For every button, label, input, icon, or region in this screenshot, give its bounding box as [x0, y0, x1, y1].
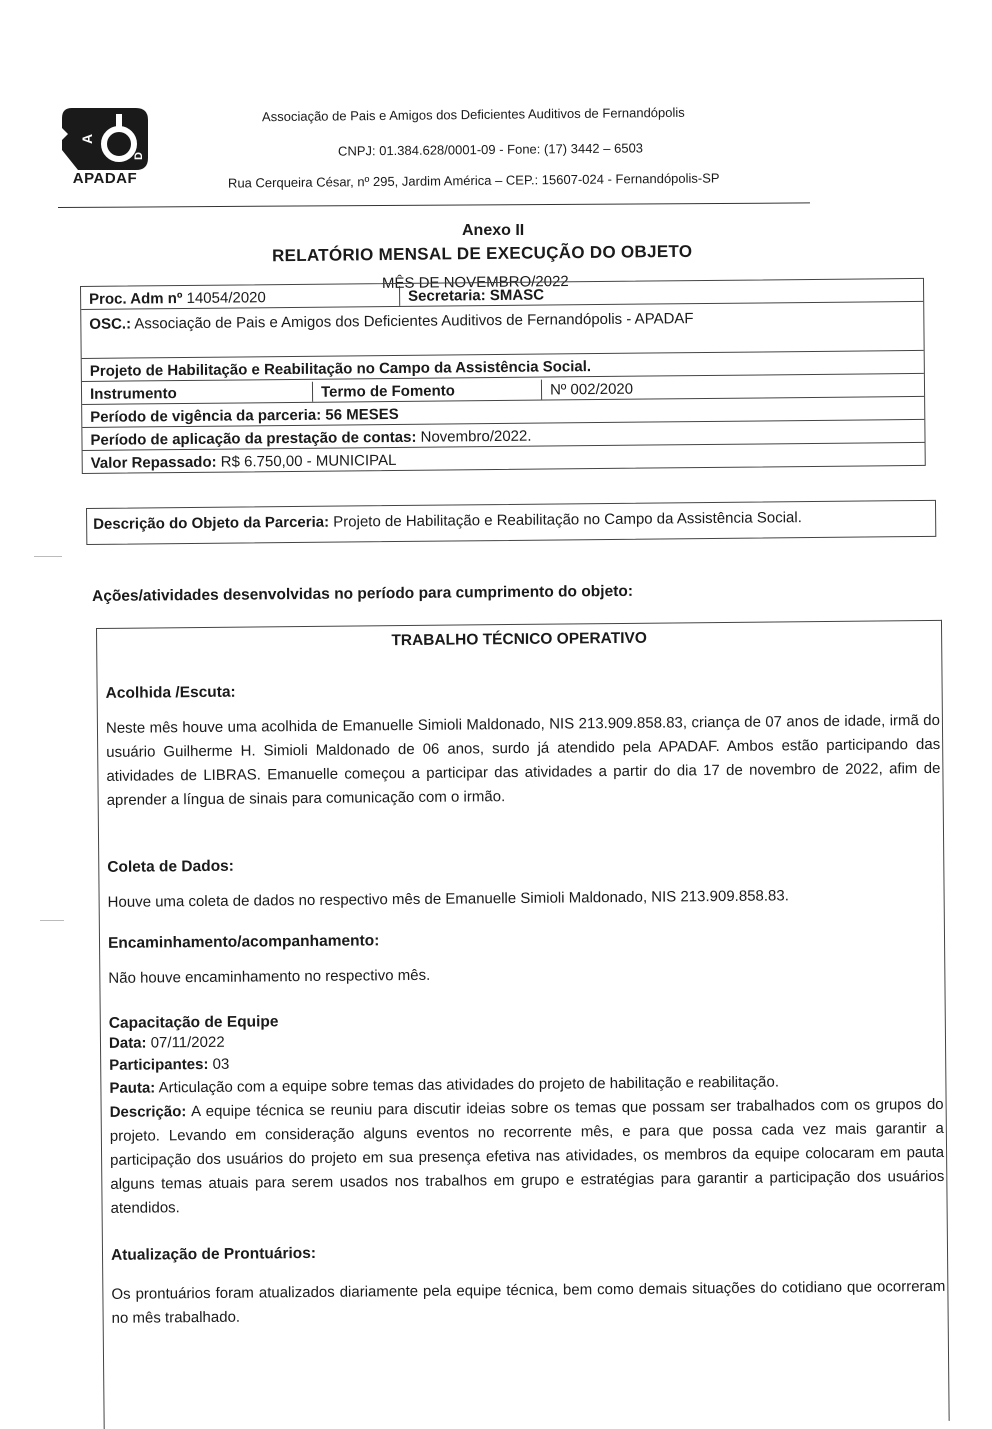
proc-value: 14054/2020	[186, 289, 266, 307]
section-prontuarios	[111, 1239, 948, 1331]
report-month: MÊS DE NOVEMBRO/2022	[381, 273, 569, 292]
section-capacitacao	[109, 1007, 947, 1221]
numero: Nº 002/2020	[541, 376, 924, 400]
svg-text:D: D	[133, 152, 145, 160]
logo-emblem-icon	[58, 104, 152, 172]
annex-title: Anexo II	[462, 222, 525, 239]
cnpj-line: CNPJ: 01.384.628/0001-09 - Fone: (17) 3442 – 6503	[337, 140, 644, 159]
encaminhamento-text: Não houve encaminhamento no respectivo mês.	[108, 966, 431, 987]
descricao-line	[110, 1093, 947, 1221]
participantes-label: Participantes:	[109, 1055, 209, 1074]
operative-work-box	[96, 620, 950, 1429]
osc-label: OSC.:	[89, 315, 132, 333]
actions-heading: Ações/atividades desenvolvidas no período para cumprimento do objeto:	[92, 582, 634, 605]
valor-label: Valor Repassado:	[90, 453, 217, 472]
description-box	[86, 500, 936, 545]
scan-mark	[34, 556, 62, 557]
acolhida-text: Neste mês houve uma acolhida de Emanuelle Simioli Maldonado, NIS 213.909.858.83, criança de 07 anos de idade, irmã do usuário Guilherme H. Simioli Maldonado de 06 anos, surdo já atendido pela APADAF. Ambos estão participando das atividades de LIBRAS. Emanuelle começou a participar das atividades a partir do dia 17 de novembro de 2022, afim de aprender a língua de sinais para comunicação com o irmão.	[105, 711, 941, 809]
report-title: RELATÓRIO MENSAL DE EXECUÇÃO DO OBJETO	[271, 241, 693, 266]
scan-mark	[40, 920, 64, 921]
description-value: Projeto de Habilitação e Reabilitação no Campo da Assistência Social.	[333, 509, 802, 531]
data-label: Data:	[108, 1034, 147, 1052]
descricao-label: Descrição:	[109, 1103, 187, 1121]
prontuarios-text: Os prontuários foram atualizados diariamente pela equipe técnica, bem como demais situações do cotidiano que ocorreram no mês trabalhado.	[111, 1277, 946, 1327]
data-value: 07/11/2022	[150, 1033, 225, 1052]
main-title: TRABALHO TÉCNICO OPERATIVO	[391, 629, 647, 650]
instrumento-label: Instrumento	[89, 385, 177, 403]
encaminhamento-heading: Encaminhamento/acompanhamento:	[107, 932, 380, 952]
organization-name: Associação de Pais e Amigos dos Deficientes Auditivos de Fernandópolis	[261, 104, 685, 125]
svg-text:A: A	[79, 133, 95, 144]
address-line: Rua Cerqueira César, nº 295, Jardim América – CEP.: 15607-024 - Fernandópolis-SP	[227, 170, 720, 191]
coleta-heading: Coleta de Dados:	[107, 857, 234, 876]
secretaria: Secretaria: SMASC	[399, 281, 923, 306]
proc-label: Proc. Adm nº	[89, 290, 183, 308]
info-table	[80, 278, 926, 474]
section-coleta	[107, 851, 943, 915]
logo-text: APADAF	[72, 170, 138, 187]
aplicacao-label: Período de aplicação da prestação de contas:	[90, 428, 417, 449]
descricao-value: A equipe técnica se reuniu para discutir ideias sobre os temas que possam ser trabalhados com os grupos do projeto. Levando em consideração alguns eventos no recorrente mês, e para que possa cada vez mais garantir a participação dos usuários do projeto em sua presença efetiva nas atividades, os membros da equipe colocaram em pauta alguns temas atuais para serem usados nos trabalhos em grupo e estratégias para garantir a participação dos usuários atendidos.	[109, 1095, 945, 1217]
apadaf-logo	[58, 104, 152, 190]
section-encaminhamento	[108, 927, 944, 991]
valor-value: R$ 6.750,00 - MUNICIPAL	[220, 451, 397, 471]
section-acolhida	[106, 677, 943, 813]
row-osc	[81, 301, 923, 358]
vigencia: Período de vigência da parceria: 56 MESES	[90, 405, 399, 426]
coleta-text: Houve uma coleta de dados no respectivo mês de Emanuelle Simioli Maldonado, NIS 213.909.858.83.	[107, 887, 789, 911]
capacitacao-heading: Capacitação de Equipe	[108, 1013, 279, 1032]
osc-value: Associação de Pais e Amigos dos Deficientes Auditivos de Fernandópolis - APADAF	[134, 310, 694, 333]
acolhida-heading: Acolhida /Escuta:	[105, 683, 236, 702]
participantes-value: 03	[212, 1055, 230, 1073]
header-divider	[58, 202, 810, 208]
pauta-label: Pauta:	[109, 1079, 156, 1097]
projeto: Projeto de Habilitação e Reabilitação no Campo da Assistência Social.	[89, 358, 592, 380]
pauta-value: Articulação com a equipe sobre temas das atividades do projeto de habilitação e reabilitação.	[158, 1073, 780, 1097]
aplicacao-value: Novembro/2022.	[420, 427, 532, 446]
termo-label: Termo de Fomento	[312, 380, 541, 402]
description-label: Descrição do Objeto da Parceria:	[93, 513, 330, 533]
prontuarios-heading: Atualização de Prontuários:	[110, 1244, 317, 1264]
